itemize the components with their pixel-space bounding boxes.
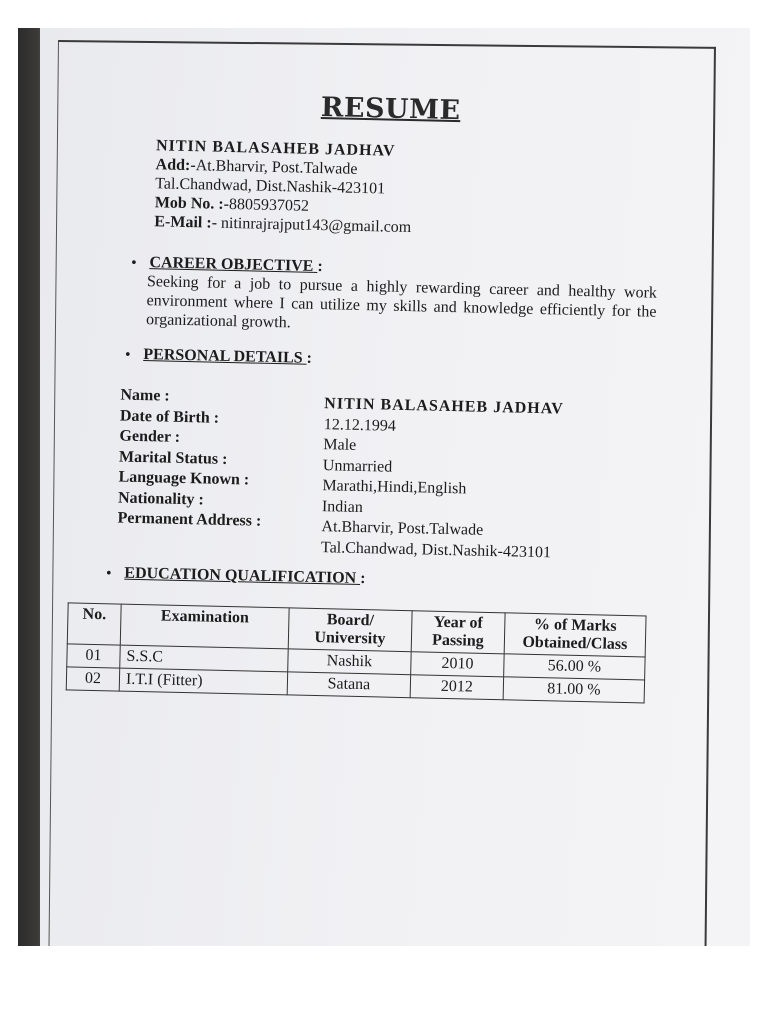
- label-marital-status: Marital Status :: [118, 448, 228, 468]
- label-dob: Date of Birth :: [119, 407, 220, 427]
- value-gender: Male: [323, 436, 357, 454]
- cell-year: 2010: [411, 652, 504, 677]
- value-name: NITIN BALASAHEB JADHAV: [324, 395, 564, 418]
- address-line-1: Add:-At.Bharvir, Post.Talwade: [155, 156, 358, 178]
- cell-board: Satana: [287, 672, 410, 698]
- bullet-career: •: [131, 255, 137, 271]
- col-board: Board/ University: [288, 608, 412, 652]
- personal-details-heading: PERSONAL DETAILS :: [143, 346, 313, 367]
- education-heading: EDUCATION QUALIFICATION :: [124, 564, 366, 588]
- label-permanent-address: Permanent Address :: [117, 509, 262, 530]
- bullet-personal: •: [125, 347, 131, 363]
- bullet-education: •: [106, 566, 112, 582]
- col-no: No.: [67, 603, 121, 645]
- document-photo: [18, 28, 750, 946]
- label-language: Language Known :: [118, 468, 250, 489]
- value-address-line-1: At.Bharvir, Post.Talwade: [321, 518, 484, 539]
- mobile-line: Mob No. :-8805937052: [154, 194, 310, 215]
- value-language: Marathi,Hindi,English: [322, 477, 467, 498]
- personal-labels: [117, 386, 264, 533]
- email-line: E-Mail :- nitinrajrajput143@gmail.com: [154, 213, 412, 237]
- resume-title: RESUME: [320, 92, 461, 127]
- label-gender: Gender :: [119, 427, 181, 446]
- candidate-name: NITIN BALASAHEB JADHAV: [155, 137, 396, 160]
- cell-marks: 56.00 %: [504, 654, 645, 680]
- address-line-2: Tal.Chandwad, Dist.Nashik-423101: [155, 175, 386, 198]
- career-objective-text: Seeking for a job to pursue a highly rewarding career and healthy work environment where I can utilize my skills and knowledge efficiently for the organizational growth.: [145, 273, 658, 332]
- label-nationality: Nationality :: [117, 489, 205, 508]
- cell-examination: I.T.I (Fitter): [119, 668, 287, 695]
- contact-header: [154, 136, 413, 237]
- resume-content: [18, 28, 750, 946]
- career-objective-heading: CAREER OBJECTIVE :: [149, 254, 323, 276]
- value-address-line-2: Tal.Chandwad, Dist.Nashik-423101: [320, 538, 552, 561]
- cell-marks: 81.00 %: [503, 677, 644, 703]
- value-marital-status: Unmarried: [322, 456, 393, 476]
- cell-examination: S.S.C: [120, 645, 288, 672]
- col-marks: % of Marks Obtained/Class: [504, 613, 646, 657]
- value-nationality: Indian: [321, 497, 364, 516]
- personal-values: [321, 390, 564, 563]
- col-year: Year of Passing: [411, 611, 505, 654]
- education-table: [66, 602, 647, 703]
- value-dob: 12.12.1994: [323, 415, 396, 435]
- col-examination: Examination: [120, 604, 289, 649]
- cell-year: 2012: [410, 675, 503, 700]
- cell-board: Nashik: [288, 649, 411, 675]
- cell-no: 01: [67, 644, 121, 668]
- cell-no: 02: [66, 667, 120, 691]
- label-name: Name :: [120, 386, 170, 405]
